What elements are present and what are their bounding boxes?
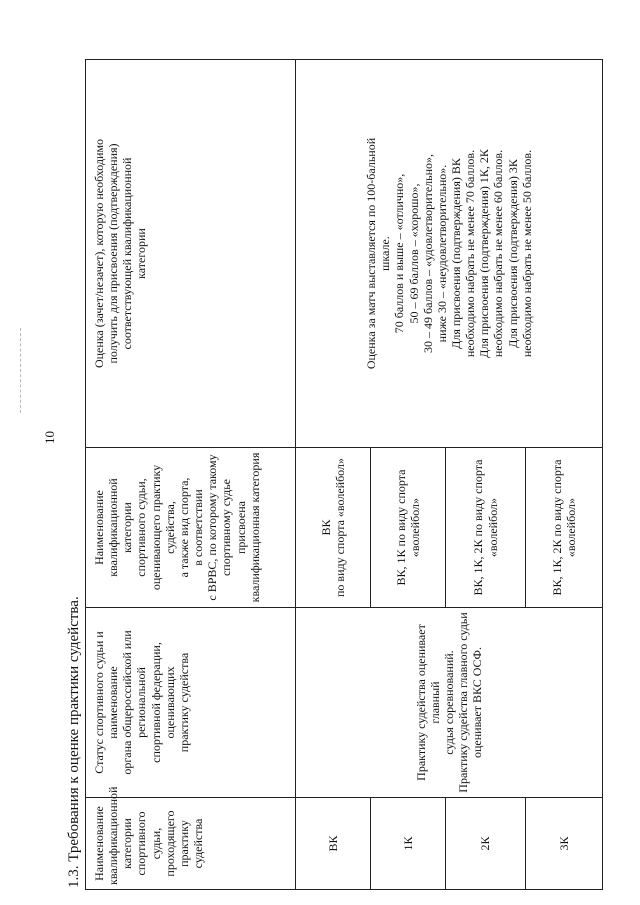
margin-dash-line <box>20 328 21 413</box>
page-number: 10 <box>42 431 57 444</box>
category-cell: 3К <box>526 798 603 890</box>
header-status: Статус спортивного судьи и наименование органа общероссийской или региональной спортивной федерации, оценивающих практику судейства <box>86 608 296 798</box>
table-row <box>296 60 371 890</box>
section-heading: 1.3. Требования к оценке практики судейства. <box>66 596 82 888</box>
category-cell: 2К <box>446 798 526 890</box>
category-cell: ВК <box>296 798 371 890</box>
evaluator-cell: ВК, 1К по виду спорта «волейбол» <box>371 448 446 608</box>
category-cell: 1К <box>371 798 446 890</box>
evaluator-cell: ВК по виду спорта «волейбол» <box>296 448 371 608</box>
judging-requirements-table <box>85 59 603 890</box>
table-header-row <box>86 60 296 890</box>
evaluator-cell: ВК, 1К, 2К по виду спорта «волейбол» <box>446 448 526 608</box>
evaluator-cell: ВК, 1К, 2К по виду спорта «волейбол» <box>526 448 603 608</box>
header-evaluator: Наименование квалификационной категории спортивного судьи, оценивающего практику судейства, а также вид спорта, в соответствии с ВРВС, по которому такому спортивному судье присвоена квалификационная категория <box>86 448 296 608</box>
rotated-content <box>63 60 578 890</box>
status-cell: Практику судейства оценивает главный судья соревнований. Практику судейства главного судьи оценивает ВКС ОСФ. <box>296 608 603 798</box>
grade-cell: Оценка за матч выставляется по 100-бальной шкале. 70 баллов и выше – «отлично», 50 – 69 баллов – «хорошо», 30 – 49 баллов – «удовлетворительно», ниже 30 – «неудовлетворительно». Для присвоения (подтверждения) ВК необходимо набрать не менее 70 баллов. Для присвоения (подтверждения) 1К, 2К необходимо набрать не менее 60 баллов. Для присвоения (подтверждения) 3К необходимо набрать не менее 50 баллов. <box>296 60 603 448</box>
header-category: Наименование квалификационной категории спортивного судьи, проходящего практику судейства <box>86 798 296 890</box>
header-grade: Оценка (зачет/незачет), которую необходимо получить для присвоения (подтверждения) соответствующей квалификационной категории <box>86 60 296 448</box>
